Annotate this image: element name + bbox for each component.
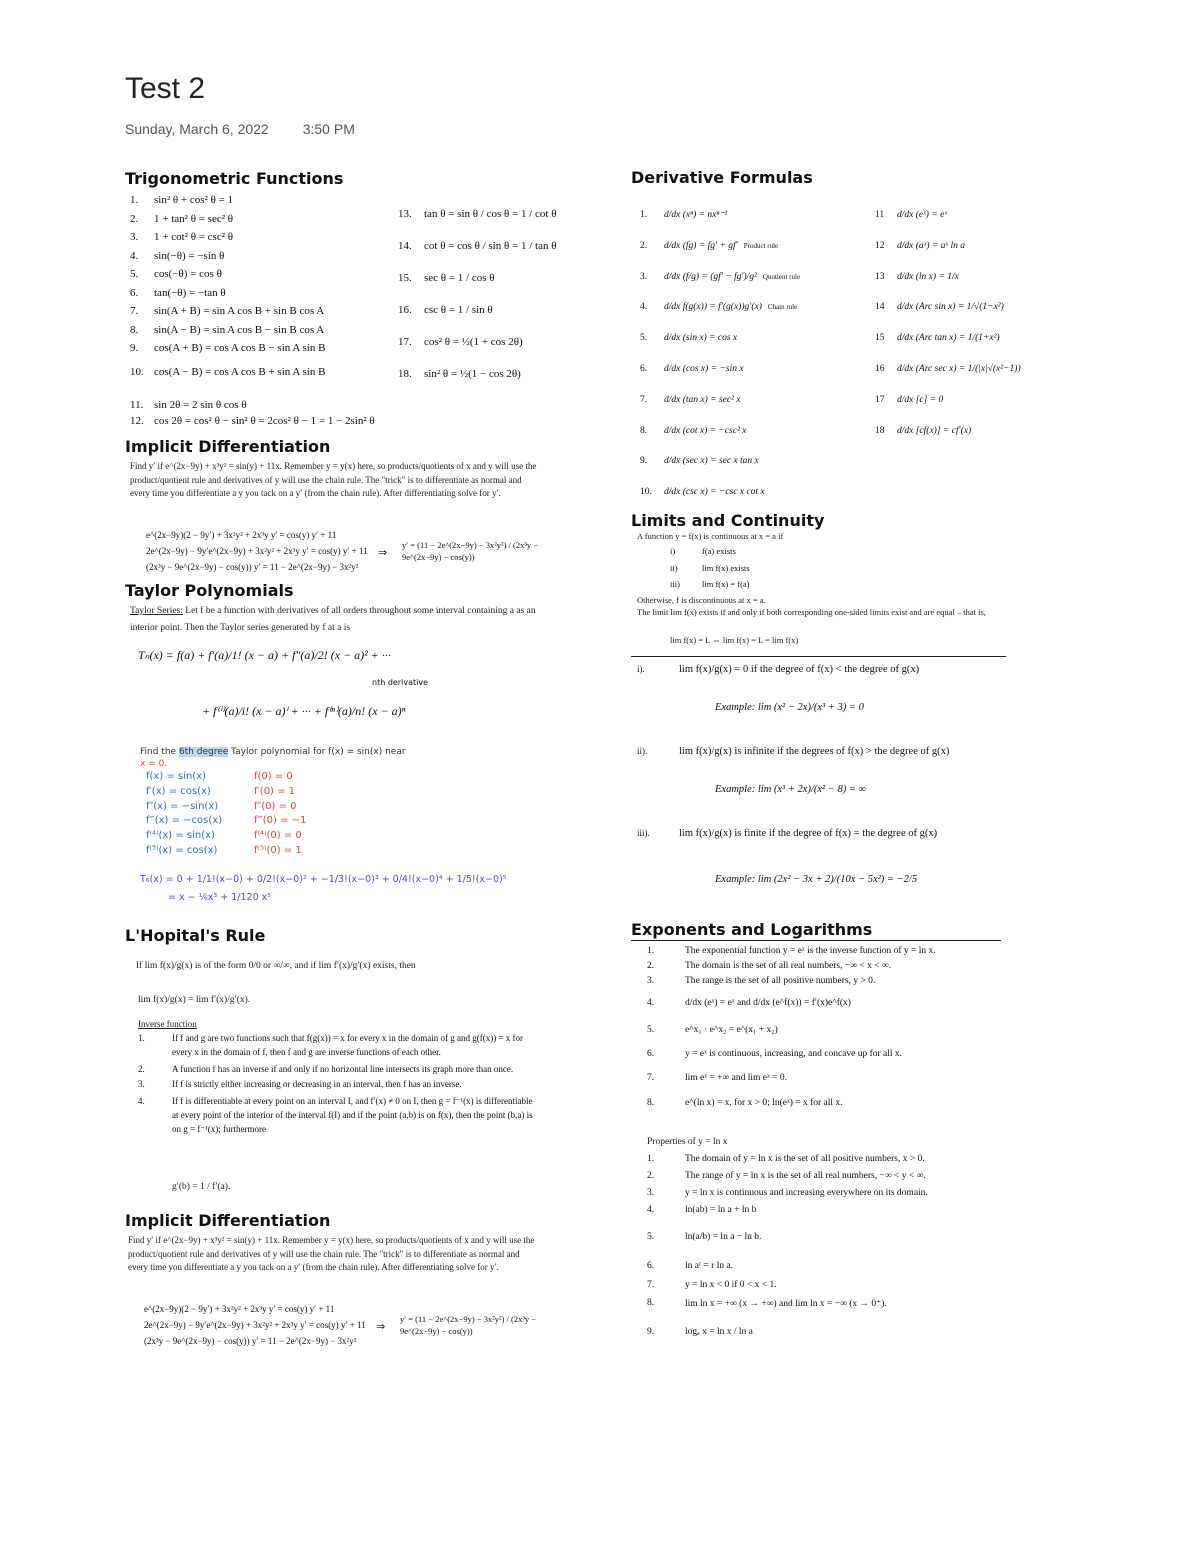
trig-identity-4-text: sin(−θ) = −sin θ — [154, 249, 225, 262]
inverse-item — [138, 1031, 538, 1060]
trig-identities-right — [398, 198, 556, 390]
taylor-value: f′(0) = 1 — [254, 785, 296, 797]
ln-prop-6 — [647, 1256, 1007, 1276]
ln-prop-2 — [647, 1167, 1007, 1184]
trig-identity-9 — [130, 341, 325, 360]
taylor-poly-line-2: = x − ⅙x³ + 1/120 x⁵ — [168, 892, 272, 903]
trig-identity-13 — [398, 198, 556, 230]
implicit-text-2: Find y′ if e^(2x−9y) + x³y² = sin(y) + 11x. Remember y = y(x) here, so products/quotients of x and y will use the product/quotient rule and derivatives of y will use the chain rule. The "trick" is to differentiate as normal and every time you differentiate a y you tack on a y′ (from the chain rule). After differentiating solve for y′. — [128, 1235, 535, 1272]
derivative-text: d/dx (sin x) = cos x — [664, 333, 738, 344]
derivative-formula-9 — [640, 446, 800, 477]
derivative-text: d/dx (fg) = fg′ + gf′ — [664, 240, 738, 251]
limit-rule-num: iii). — [637, 828, 650, 838]
trig-identity-8 — [130, 323, 325, 342]
trig-identity-17-num: 17. — [398, 336, 412, 348]
taylor-formula-1: Tₙ(x) = f(a) + f′(a)/1! (x − a) + f″(a)/2! (x − a)² + ··· — [138, 648, 391, 662]
exp-item-text: e^x₁ · e^x₂ = e^(x₁ + x₂) — [685, 1025, 778, 1035]
derivative-formula-4 — [640, 292, 800, 323]
trig-identity-14-num: 14. — [398, 240, 412, 252]
derivative-text: d/dx (cos x) = −sin x — [664, 363, 744, 374]
ln-prop-text: The domain of y = ln x is the set of all positive numbers, x > 0. — [685, 1153, 925, 1164]
trig-identity-17-text: cos² θ = ½(1 + cos 2θ) — [424, 336, 523, 348]
derivative-text: d/dx (sec x) = sec x tan x — [664, 456, 759, 467]
derivative-formula-17 — [875, 385, 1021, 416]
trig-identity-3 — [130, 230, 325, 249]
ln-prop-text: ln(a/b) = ln a − ln b. — [685, 1232, 762, 1242]
ln-prop-num: 1. — [647, 1153, 655, 1164]
trig-identity-7-num: 7. — [130, 305, 139, 317]
exp-item-7 — [647, 1066, 1007, 1090]
limit-condition-text: f(a) exists — [702, 546, 736, 556]
derivative-num: 3. — [640, 271, 648, 282]
trig-identity-18-num: 18. — [398, 368, 412, 380]
taylor-value: f⁽⁵⁾(0) = 1 — [254, 844, 302, 856]
implicit-text: Find y′ if e^(2x−9y) + x³y² = sin(y) + 11x. Remember y = y(x) here, so products/quotients of x and y will use the product/quotient rule and derivatives of y will use the chain rule. The "trick" is to differentiate as normal and every time you differentiate a y you tack on a y′ (from the chain rule). After differentiating solve for y′. — [130, 461, 537, 498]
limit-condition-num: iii) — [670, 579, 680, 590]
derivative-num: 8. — [640, 425, 648, 436]
taylor-derivatives — [146, 770, 222, 859]
exp-item-num: 6. — [647, 1049, 655, 1059]
exp-item-text: The exponential function y = eˣ is the inverse function of y = ln x. — [685, 945, 936, 956]
derivative-note: Product rule — [743, 241, 779, 250]
derivative-num: 12 — [875, 240, 885, 251]
trig-identity-13-text: tan θ = sin θ / cos θ = 1 / cot θ — [424, 208, 557, 220]
exp-item-num: 1. — [647, 945, 655, 956]
exp-item-text: The domain is the set of all real numbers, −∞ < x < ∞. — [685, 960, 892, 971]
ln-prop-7 — [647, 1276, 1007, 1293]
taylor-value: f(0) = 0 — [254, 771, 293, 782]
implicit-heading-2: Implicit Differentiation — [125, 1211, 331, 1230]
derivative-formula-15 — [875, 323, 1021, 354]
derivative-num: 15 — [875, 333, 885, 344]
limit-rule — [637, 664, 919, 675]
trig-identity-16-num: 16. — [398, 304, 412, 316]
page-time: 3:50 PM — [302, 121, 355, 137]
trig-identity-4-num: 4. — [130, 249, 139, 262]
ln-prop-8 — [647, 1293, 1007, 1313]
derivative-formula-2 — [640, 231, 800, 262]
trig-identity-13-num: 13. — [398, 208, 412, 220]
derivatives-left — [640, 200, 800, 508]
implicit-arrow-2: ⇒ — [376, 1321, 386, 1333]
derivative-formula-14 — [875, 292, 1021, 323]
implicit-work-2: e^(2x−9y)(2 − 9y′) + 3x²y² + 2x³y y′ = cos(y) y′ + 11 2e^(2x−9y) − 9y′e^(2x−9y) + 3x²y² + 2x³y y′ = cos(y) y′ + 11 (2x³y − 9e^(2x−9y) − cos(y)) y′ = 11 − 2e^(2x−9y) − 3x²y² — [144, 1304, 366, 1346]
taylor-value: f″(0) = 0 — [254, 800, 297, 812]
trig-identity-16-text: csc θ = 1 / sin θ — [424, 304, 493, 316]
derivative-num: 17 — [875, 394, 885, 405]
limits-equation: lim f(x) = L ⇔ lim f(x) = L = lim f(x) — [670, 635, 799, 645]
ln-prop-num: 9. — [647, 1327, 655, 1337]
trig-identity-7 — [130, 304, 325, 323]
ln-prop-text: The range of y = ln x is the set of all real numbers, −∞ < y < ∞. — [685, 1170, 926, 1181]
derivative-text: d/dx (eˣ) = eˣ — [897, 210, 948, 220]
taylor-text: Taylor Series: Let f be a function with derivatives of all orders throughout some interval containing a as an interior point. Then the Taylor series generated by f at a is — [130, 606, 536, 633]
derivative-num: 18 — [875, 425, 885, 436]
trig-identities-left — [130, 193, 325, 360]
trig-identity-6-num: 6. — [130, 286, 139, 299]
limits-conditions — [670, 543, 750, 593]
trig-identity-14-text: cot θ = cos θ / sin θ = 1 / tan θ — [424, 240, 557, 252]
trig-identity-16 — [398, 294, 556, 326]
taylor-value: f⁽⁴⁾(0) = 0 — [254, 830, 302, 842]
trig-identity-5 — [130, 267, 325, 286]
derivative-formula-3 — [640, 262, 800, 293]
ln-prop-num: 2. — [647, 1170, 655, 1181]
derivative-num: 9. — [640, 456, 648, 467]
derivative-num: 1. — [640, 210, 648, 220]
exp-item-1 — [647, 943, 1007, 958]
trig-identity-18-text: sin² θ = ½(1 − cos 2θ) — [424, 368, 521, 380]
ln-prop-4 — [647, 1201, 1007, 1218]
trig-identity-7-text: sin(A + B) = sin A cos B + sin B cos A — [154, 305, 325, 317]
ln-props — [647, 1150, 1007, 1351]
derivative-formula-5 — [640, 323, 800, 354]
derivative-num: 5. — [640, 333, 648, 344]
trig-identity-12: 12. cos 2θ = cos² θ − sin² θ = 2cos² θ − 1 = 1 − 2sin² θ — [130, 415, 375, 427]
trig-identity-15-num: 15. — [398, 272, 412, 284]
ln-prop-text: y = ln x is continuous and increasing everywhere on its domain. — [685, 1187, 928, 1198]
derivative-note: Quotient rule — [762, 272, 801, 281]
exp-item-num: 7. — [647, 1073, 655, 1083]
implicit-heading: Implicit Differentiation — [125, 437, 331, 456]
taylor-prompt: Find the 6th degree Taylor polynomial for f(x) = sin(x) near — [140, 747, 406, 757]
implicit-work: e^(2x−9y)(2 − 9y′) + 3x²y² + 2x³y y′ = cos(y) y′ + 11 2e^(2x−9y) − 9y′e^(2x−9y) + 3x²y² + 2x³y y′ = cos(y) y′ + 11 (2x³y − 9e^(2x−9y) − cos(y)) y′ = 11 − 2e^(2x−9y) − 3x²y² — [146, 530, 368, 572]
derivative-formula-16 — [875, 354, 1021, 385]
limit-condition-text: lim f(x) = f(a) — [702, 579, 750, 590]
inverse-item-text: If f and g are two functions such that f(g(x)) = x for every x in the domain of g and g(f(x)) = x for every x in the domain of f, then f and g are inverse functions of each other. — [172, 1033, 524, 1058]
taylor-derivative: f⁽⁵⁾(x) = cos(x) — [146, 844, 218, 856]
ln-prop-num: 4. — [647, 1204, 655, 1215]
exp-item-text: e^(ln x) = x, for x > 0; ln(eˣ) = x for all x. — [685, 1098, 843, 1108]
exp-item-text: The range is the set of all positive numbers, y > 0. — [685, 975, 876, 986]
inverse-item-num: 1. — [138, 1033, 145, 1043]
derivative-formula-18 — [875, 416, 1021, 447]
inverse-item-text: A function f has an inverse if and only if no horizontal line intersects its graph more than once. — [172, 1063, 514, 1074]
derivative-num: 16 — [875, 363, 885, 374]
ln-prop-5 — [647, 1218, 1007, 1256]
trig-identity-3-text: 1 + cot² θ = csc² θ — [154, 231, 234, 243]
derivative-text: d/dx [cf(x)] = cf′(x) — [897, 425, 972, 436]
taylor-derivative: f′(x) = cos(x) — [146, 785, 211, 797]
ln-prop-text: logₐ x = ln x / ln a — [685, 1327, 753, 1337]
limits-rules — [637, 662, 1017, 908]
derivative-text: d/dx f(g(x)) = f′(g(x))g′(x) — [664, 302, 762, 313]
explog-heading: Exponents and Logarithms — [631, 920, 873, 939]
trig-identity-10: 10. cos(A − B) = cos A cos B + sin A sin B — [130, 366, 326, 378]
trig-identity-11: 11. sin 2θ = 2 sin θ cos θ — [130, 399, 247, 411]
exp-item-num: 3. — [647, 975, 655, 986]
trig-identity-9-text: cos(A + B) = cos A cos B − sin A sin B — [154, 342, 326, 354]
limit-rule-text: lim f(x)/g(x) is finite if the degree of f(x) = the degree of g(x) — [679, 828, 938, 839]
derivative-formula-7 — [640, 385, 800, 416]
trig-identity-3-num: 3. — [130, 231, 139, 243]
taylor-derivative: f‴(x) = −cos(x) — [146, 815, 223, 827]
taylor-derivative: f⁽⁴⁾(x) = sin(x) — [146, 830, 215, 842]
trig-identity-14 — [398, 230, 556, 262]
trig-identity-5-num: 5. — [130, 268, 139, 280]
limit-condition — [670, 543, 750, 560]
derivative-text: d/dx (Arc tan x) = 1/(1+x²) — [897, 333, 1000, 344]
inverse-item-num: 4. — [138, 1095, 145, 1106]
taylor-derivative: f(x) = sin(x) — [146, 771, 207, 782]
derivative-formula-13 — [875, 262, 1021, 293]
derivative-text: d/dx (tan x) = sec² x — [664, 394, 741, 405]
taylor-value: f‴(0) = −1 — [254, 815, 307, 827]
limits-otherwise: Otherwise, f is discontinuous at x = a. — [637, 595, 766, 605]
limit-rule-example: Example: lim (2x² − 3x + 2)/(10x − 5x²) = −2/5 — [715, 874, 918, 885]
ln-prop-3 — [647, 1184, 1007, 1201]
trig-identity-6-text: tan(−θ) = −tan θ — [154, 286, 226, 299]
derivative-note: Chain rule — [767, 303, 798, 312]
taylor-nth-note: nth derivative — [372, 678, 428, 687]
trig-identity-1 — [130, 193, 325, 212]
limit-rule-3 — [637, 826, 1017, 908]
derivative-num: 13 — [875, 271, 885, 282]
derivative-num: 7. — [640, 394, 648, 405]
derivative-num: 4. — [640, 302, 648, 313]
exp-item-5 — [647, 1018, 1007, 1042]
derivatives-heading: Derivative Formulas — [631, 168, 813, 187]
derivative-num: 14 — [875, 302, 885, 313]
trig-identity-2-num: 2. — [130, 212, 139, 225]
limit-condition-num: ii) — [670, 562, 678, 573]
taylor-heading: Taylor Polynomials — [125, 581, 294, 600]
inverse-item — [138, 1062, 538, 1076]
derivative-text: d/dx (xⁿ) = nxⁿ⁻¹ — [664, 210, 728, 220]
limit-rule-num: i). — [637, 664, 645, 674]
exp-item-num: 8. — [647, 1098, 655, 1108]
taylor-poly-line-1: T₆(x) = 0 + 1/1!(x−0) + 0/2!(x−0)² + −1/3!(x−0)³ + 0/4!(x−0)⁴ + 1/5!(x−0)⁵ — [140, 874, 507, 885]
trig-identity-18 — [398, 358, 556, 390]
trig-identity-15-text: sec θ = 1 / cos θ — [424, 272, 495, 284]
limits-divider — [631, 656, 1006, 657]
limit-rule-example: Example: lim (x² − 2x)/(x³ + 3) = 0 — [715, 702, 864, 713]
derivative-formula-8 — [640, 416, 800, 447]
limits-text: The limit lim f(x) exists if and only if both corresponding one-sided limits exist and are equal – that is, — [637, 607, 986, 617]
limit-rule-text: lim f(x)/g(x) = 0 if the degree of f(x) < the degree of g(x) — [679, 664, 920, 675]
derivative-formula-12 — [875, 231, 1021, 262]
exp-item-text: lim eˣ = +∞ and lim eˣ = 0. — [685, 1073, 787, 1083]
inverse-item-num: 3. — [138, 1079, 145, 1090]
ln-props-title: Properties of y = ln x — [647, 1137, 728, 1147]
trig-identity-2-text: 1 + tan² θ = sec² θ — [154, 212, 234, 225]
ln-prop-num: 5. — [647, 1232, 655, 1242]
ln-prop-text: ln aʳ = r ln a. — [685, 1261, 734, 1271]
trig-identity-8-text: sin(A − B) = sin A cos B − sin B cos A — [154, 323, 325, 336]
inverse-title: Inverse function — [138, 1019, 197, 1029]
derivative-text: d/dx (cot x) = −csc² x — [664, 425, 747, 436]
limit-condition — [670, 560, 750, 577]
implicit-result-2: y′ = (11 − 2e^(2x−9y) − 3x²y²) / (2x³y − 9e^(2x−9y) − cos(y)) — [400, 1314, 537, 1336]
exp-item-8 — [647, 1090, 1007, 1116]
inverse-item — [138, 1094, 538, 1137]
inverse-derivative: g′(b) = 1 / f′(a). — [172, 1182, 231, 1192]
trig-identity-9-num: 9. — [130, 342, 139, 354]
derivative-text: d/dx (csc x) = −csc x cot x — [664, 487, 765, 498]
derivative-text: d/dx (ln x) = 1/x — [897, 271, 959, 282]
ln-prop-num: 6. — [647, 1261, 655, 1271]
trig-identity-2 — [130, 212, 325, 231]
derivative-num: 11 — [875, 210, 885, 220]
limit-condition-num: i) — [670, 546, 676, 556]
derivative-text: d/dx [c] = 0 — [897, 394, 944, 405]
taylor-formula-2: + f⁽ⁱ⁾(a)/i! (x − a)ⁱ + ··· + f⁽ⁿ⁾(a)/n! (x − a)ⁿ — [202, 704, 406, 718]
ln-prop-text: y = ln x < 0 if 0 < x < 1. — [685, 1279, 777, 1290]
trig-identity-1-text: sin² θ + cos² θ = 1 — [154, 194, 234, 206]
trig-identity-4 — [130, 249, 325, 268]
derivative-formula-1 — [640, 200, 800, 231]
limit-rule — [637, 746, 949, 757]
derivative-formula-10 — [640, 477, 800, 508]
implicit-result: y′ = (11 − 2e^(2x−9y) − 3x²y²) / (2x³y − 9e^(2x−9y) − cos(y)) — [402, 540, 539, 562]
ln-prop-text: lim ln x = +∞ (x → +∞) and lim ln x = −∞ (x → 0⁺). — [685, 1298, 887, 1309]
limit-condition-text: lim f(x) exists — [702, 562, 750, 573]
derivative-text: d/dx (f/g) = (gf′ − fg′)/g² — [664, 271, 757, 282]
inverse-list — [138, 1031, 538, 1139]
exp-item-text: d/dx (eˣ) = eˣ and d/dx (e^f(x)) = f′(x)e^f(x) — [685, 998, 851, 1008]
trig-heading: Trigonometric Functions — [125, 169, 344, 188]
explog-divider — [631, 940, 1001, 941]
taylor-derivative: f″(x) = −sin(x) — [146, 800, 219, 812]
implicit-arrow: ⇒ — [378, 547, 388, 559]
derivative-num: 10. — [640, 487, 652, 498]
limits-heading: Limits and Continuity — [631, 511, 825, 530]
exp-item-3 — [647, 973, 1007, 988]
ln-prop-num: 7. — [647, 1279, 655, 1290]
limit-rule-text: lim f(x)/g(x) is infinite if the degrees of f(x) > the degree of g(x) — [679, 746, 950, 757]
derivative-formula-11 — [875, 200, 1021, 231]
limit-rule-example: Example: lim (x³ + 2x)/(x² − 8) = ∞ — [715, 784, 867, 795]
lhopital-line-1: If lim f(x)/g(x) is of the form 0/0 or ∞/∞, and if lim f′(x)/g′(x) exists, then — [136, 961, 416, 971]
page-title: Test 2 — [125, 72, 206, 105]
page-date: Sunday, March 6, 2022 — [125, 121, 269, 137]
inverse-item-text: If f is differentiable at every point on an interval I, and f′(x) ≠ 0 on I, then g = f⁻¹(x) is differentiable at every point of the interior of the interval f(I) and if the point (a,b) is on f(x), then the point (b,a) is on g = f⁻¹(x); furthermore — [172, 1095, 533, 1135]
trig-identity-5-text: cos(−θ) = cos θ — [154, 268, 222, 280]
exp-item-num: 2. — [647, 960, 655, 971]
exp-item-num: 5. — [647, 1025, 655, 1035]
ln-prop-1 — [647, 1150, 1007, 1167]
taylor-prompt-x: x = 0. — [140, 759, 168, 769]
trig-identity-1-num: 1. — [130, 194, 139, 206]
trig-identity-8-num: 8. — [130, 323, 139, 336]
limit-rule-2 — [637, 744, 1017, 826]
exp-item-4 — [647, 988, 1007, 1018]
exp-item-num: 4. — [647, 998, 655, 1008]
limit-rule-1 — [637, 662, 1017, 744]
derivative-num: 2. — [640, 240, 648, 251]
inverse-item-text: If f is strictly either increasing or decreasing in an interval, then f has an inverse. — [172, 1079, 462, 1090]
trig-identity-6 — [130, 286, 325, 305]
exp-item-text: y = eˣ is continuous, increasing, and concave up for all x. — [685, 1049, 903, 1059]
limit-rule — [637, 828, 937, 839]
limits-intro: A function y = f(x) is continuous at x = a if — [637, 531, 784, 541]
derivative-text: d/dx (Arc sin x) = 1/√(1−x²) — [897, 302, 1004, 313]
ln-prop-9 — [647, 1313, 1007, 1351]
lhopital-heading: L'Hopital's Rule — [125, 926, 266, 945]
derivative-text: d/dx (Arc sec x) = 1/(|x|√(x²−1)) — [897, 363, 1021, 374]
trig-identity-17 — [398, 326, 556, 358]
taylor-values — [254, 770, 306, 859]
limit-condition — [670, 576, 750, 593]
inverse-item-num: 2. — [138, 1063, 145, 1074]
ln-prop-text: ln(ab) = ln a + ln b — [685, 1204, 757, 1215]
ln-prop-num: 3. — [647, 1187, 655, 1198]
exp-item-6 — [647, 1042, 1007, 1066]
derivative-num: 6. — [640, 363, 648, 374]
derivatives-right — [875, 200, 1021, 446]
derivative-text: d/dx (aˣ) = aˣ ln a — [897, 240, 965, 251]
derivative-formula-6 — [640, 354, 800, 385]
page-datetime — [125, 121, 355, 137]
exp-item-2 — [647, 958, 1007, 973]
lhopital-line-2: lim f(x)/g(x) = lim f′(x)/g′(x). — [138, 995, 251, 1005]
limit-rule-num: ii). — [637, 746, 648, 756]
ln-prop-num: 8. — [647, 1298, 655, 1308]
inverse-item — [138, 1077, 538, 1091]
explog-items — [647, 943, 1007, 1116]
trig-identity-15 — [398, 262, 556, 294]
